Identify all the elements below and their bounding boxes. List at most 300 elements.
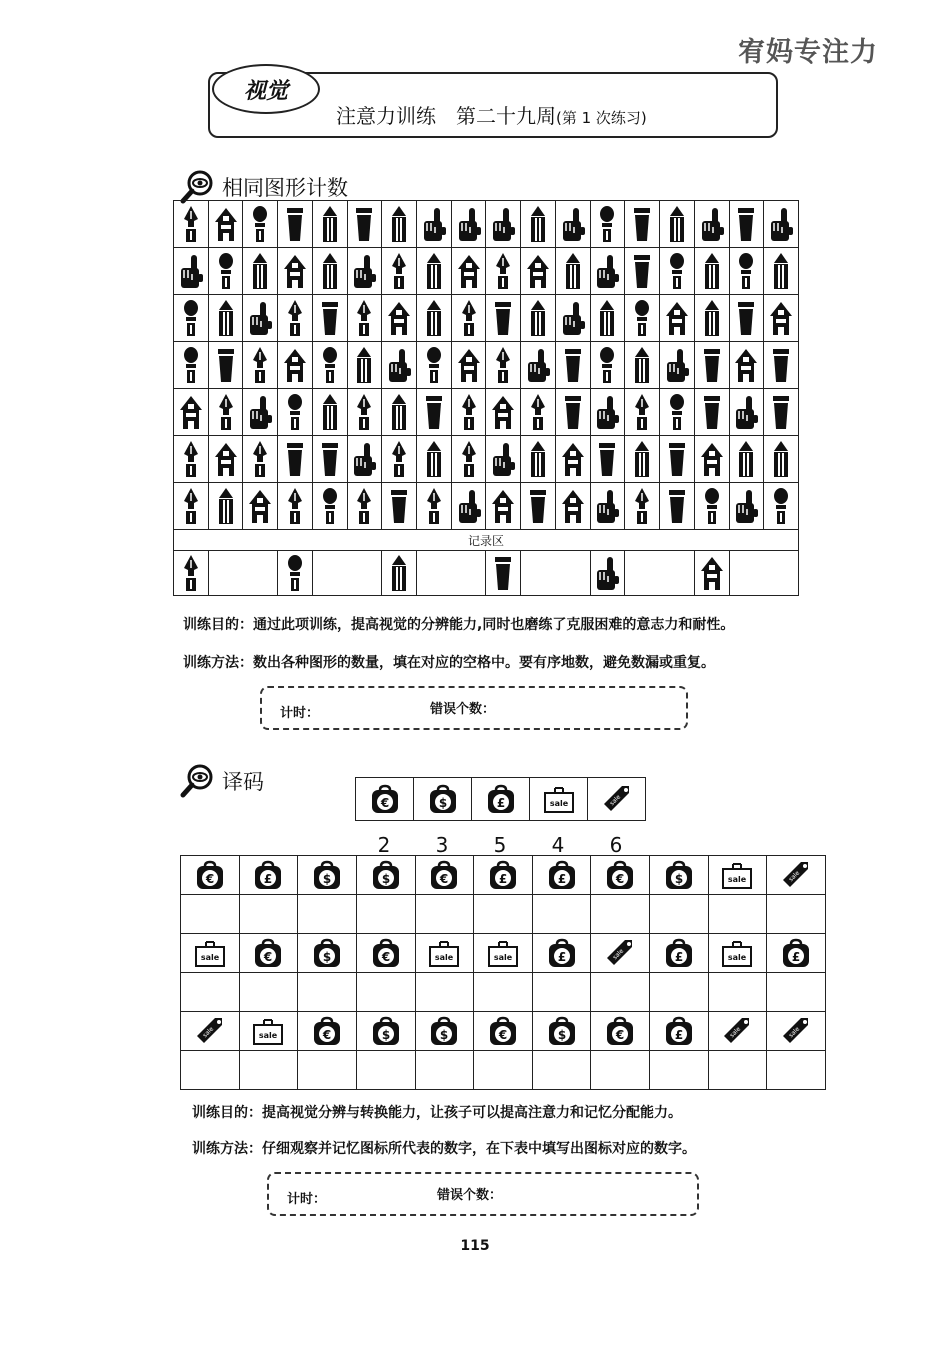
brush-icon (594, 205, 620, 243)
svg-text:£: £ (557, 950, 566, 964)
decode-answer-cell[interactable] (708, 895, 767, 934)
grid-cell (174, 436, 209, 483)
cup-icon (699, 346, 725, 384)
pencil-icon (421, 252, 447, 290)
house-icon (178, 393, 204, 431)
grid-cell (174, 295, 209, 342)
house-icon (213, 440, 239, 478)
pencil-icon (386, 205, 412, 243)
section2-title: 译码 (222, 770, 264, 794)
svg-text:$: $ (557, 1028, 566, 1042)
decode-symbol-cell (415, 1012, 474, 1051)
key-number: 4 (551, 833, 565, 857)
cup-icon (629, 252, 655, 290)
svg-text:€: € (616, 872, 625, 886)
decode-answer-cell[interactable] (767, 973, 826, 1012)
decode-answer-cell[interactable] (181, 1051, 240, 1090)
grid-cell (347, 248, 382, 295)
svg-text:sale: sale (787, 1025, 802, 1040)
decode-answer-cell[interactable] (298, 895, 357, 934)
grid-cell (555, 389, 590, 436)
record-row (174, 551, 799, 596)
grid-cell (417, 201, 452, 248)
decode-symbol-row (181, 1012, 826, 1051)
pencil-icon (699, 299, 725, 337)
decode-symbol-cell (181, 1012, 240, 1051)
svg-text:£: £ (496, 796, 505, 810)
shape-count-grid (173, 200, 799, 596)
pound-bag-icon (486, 860, 520, 890)
grid-cell (660, 248, 695, 295)
record-answer-cell[interactable] (625, 551, 694, 596)
hand-icon (386, 346, 412, 384)
decode-answer-cell[interactable] (415, 973, 474, 1012)
decode-answer-cell[interactable] (474, 895, 533, 934)
decode-symbol-cell (650, 1012, 709, 1051)
pencil-icon (525, 299, 551, 337)
grid-cell (694, 483, 729, 530)
house-icon (386, 299, 412, 337)
grid-cell (347, 483, 382, 530)
hand-icon (560, 299, 586, 337)
grid-cell (417, 483, 452, 530)
svg-text:sale: sale (259, 1031, 278, 1040)
decode-symbol-cell (708, 1012, 767, 1051)
decode-answer-cell[interactable] (181, 895, 240, 934)
decode-symbol-cell (532, 856, 591, 895)
euro-bag-icon (603, 860, 637, 890)
key-number: 2 (377, 833, 391, 857)
decode-answer-cell[interactable] (239, 973, 298, 1012)
section2-timer-label: 计时： (287, 1192, 327, 1207)
sale-tag-icon (779, 1016, 813, 1046)
decode-symbol-cell (708, 856, 767, 895)
grid-cell (278, 295, 313, 342)
svg-text:sale: sale (611, 947, 626, 962)
svg-text:€: € (205, 872, 214, 886)
grid-cell (312, 389, 347, 436)
svg-text:$: $ (438, 796, 447, 810)
grid-cell (729, 201, 764, 248)
house-icon (525, 252, 551, 290)
decode-answer-cell[interactable] (239, 895, 298, 934)
dollar-bag-icon (369, 860, 403, 890)
hand-icon (247, 393, 273, 431)
house-icon (456, 346, 482, 384)
grid-cell (278, 436, 313, 483)
svg-text:€: € (440, 872, 449, 886)
grid-cell (208, 201, 243, 248)
decode-answer-cell[interactable] (356, 973, 415, 1012)
hand-icon (490, 440, 516, 478)
grid-cell (694, 342, 729, 389)
house-icon (490, 393, 516, 431)
header-title-main: 注意力训练 第二十九周 (336, 104, 556, 128)
grid-cell (486, 342, 521, 389)
euro-bag-icon (193, 860, 227, 890)
grid-cell (521, 295, 556, 342)
pen-icon (456, 440, 482, 478)
pencil-icon (421, 440, 447, 478)
dollar-bag-icon (427, 1016, 461, 1046)
grid-cell (451, 436, 486, 483)
cup-icon (699, 393, 725, 431)
decode-symbol-cell (181, 856, 240, 895)
grid-cell (555, 248, 590, 295)
grid-cell (208, 389, 243, 436)
decode-symbol-cell (532, 934, 591, 973)
grid-cell (555, 483, 590, 530)
brush-icon (213, 252, 239, 290)
grid-cell (590, 483, 625, 530)
record-answer-cell[interactable] (312, 551, 381, 596)
grid-cell (417, 389, 452, 436)
pound-bag-icon (251, 860, 285, 890)
decode-symbol-cell (591, 1012, 650, 1051)
section2-timer-box (267, 1172, 699, 1216)
cup-icon (213, 346, 239, 384)
decode-answer-cell[interactable] (474, 1051, 533, 1090)
grid-cell (764, 436, 799, 483)
grid-row (174, 389, 799, 436)
decode-symbol-cell (415, 856, 474, 895)
decode-symbol-cell (650, 934, 709, 973)
svg-text:sale: sale (729, 1025, 743, 1040)
grid-cell (764, 201, 799, 248)
pen-icon (282, 487, 308, 525)
hand-icon (733, 487, 759, 525)
pencil-icon (317, 252, 343, 290)
grid-cell (590, 389, 625, 436)
pencil-icon (664, 205, 690, 243)
cup-icon (664, 487, 690, 525)
euro-bag-icon (369, 938, 403, 968)
svg-text:£: £ (498, 872, 508, 886)
decode-answer-cell[interactable] (650, 895, 709, 934)
house-icon (699, 554, 725, 592)
hand-icon (594, 252, 620, 290)
header-subtitle: (第 1 次练习) (556, 109, 647, 127)
decode-answer-cell[interactable] (708, 973, 767, 1012)
pen-icon (213, 393, 239, 431)
grid-cell (243, 248, 278, 295)
cup-icon (629, 205, 655, 243)
brush-icon (178, 299, 204, 337)
key-cell (588, 778, 646, 821)
record-answer-cell[interactable] (729, 551, 799, 596)
brush-icon (317, 346, 343, 384)
brush-icon (629, 299, 655, 337)
section1-heading (180, 170, 348, 204)
grid-cell (660, 389, 695, 436)
grid-cell (764, 342, 799, 389)
grid-cell (486, 483, 521, 530)
grid-cell (174, 483, 209, 530)
svg-text:$: $ (322, 872, 332, 886)
pen-icon (525, 393, 551, 431)
grid-cell (243, 436, 278, 483)
pencil-icon (213, 299, 239, 337)
record-answer-cell[interactable] (521, 551, 590, 596)
cup-icon (664, 440, 690, 478)
grid-cell (312, 342, 347, 389)
section1-timer-box (260, 686, 688, 730)
decode-answer-cell[interactable] (298, 1051, 357, 1090)
grid-cell (174, 342, 209, 389)
dollar-bag-icon (662, 860, 696, 890)
cup-icon (421, 393, 447, 431)
grid-cell (486, 248, 521, 295)
pen-icon (178, 440, 204, 478)
svg-text:£: £ (791, 950, 801, 964)
grid-cell (208, 295, 243, 342)
pencil-icon (733, 440, 759, 478)
grid-cell (694, 295, 729, 342)
pen-icon (456, 393, 482, 431)
grid-cell (278, 248, 313, 295)
pen-icon (351, 487, 377, 525)
grid-row (174, 436, 799, 483)
decode-answer-cell[interactable] (532, 895, 591, 934)
svg-text:£: £ (557, 872, 566, 886)
pen-icon (386, 440, 412, 478)
grid-cell (382, 248, 417, 295)
svg-text:€: € (322, 1028, 332, 1042)
dollar-bag-icon (545, 1016, 579, 1046)
house-icon (768, 299, 794, 337)
grid-cell (312, 201, 347, 248)
sale-sign-icon (193, 938, 227, 968)
grid-cell (521, 248, 556, 295)
svg-text:€: € (380, 796, 389, 810)
brush-icon (421, 346, 447, 384)
decode-answer-cell[interactable] (708, 1051, 767, 1090)
record-icon-cell (278, 551, 313, 596)
hand-icon (490, 205, 516, 243)
brush-icon (664, 393, 690, 431)
pen-icon (351, 393, 377, 431)
euro-bag-icon (310, 1016, 344, 1046)
decode-symbol-cell (474, 934, 533, 973)
section2-errors-label: 错误个数： (437, 1188, 503, 1203)
grid-cell (174, 389, 209, 436)
sale-tag-icon (193, 1016, 227, 1046)
grid-cell (625, 436, 660, 483)
decode-answer-cell[interactable] (532, 1051, 591, 1090)
grid-cell (278, 483, 313, 530)
grid-cell (521, 483, 556, 530)
decode-symbol-cell (298, 934, 357, 973)
grid-cell (347, 201, 382, 248)
house-icon (282, 252, 308, 290)
decode-symbol-cell (239, 1012, 298, 1051)
grid-cell (451, 248, 486, 295)
grid-cell (208, 483, 243, 530)
hand-icon (768, 205, 794, 243)
grid-cell (174, 201, 209, 248)
hand-icon (456, 205, 482, 243)
decode-symbol-cell (239, 934, 298, 973)
euro-bag-icon (251, 938, 285, 968)
pencil-icon (525, 205, 551, 243)
svg-text:£: £ (674, 1028, 683, 1042)
grid-cell (521, 436, 556, 483)
grid-cell (625, 201, 660, 248)
key-number: 3 (435, 833, 449, 857)
grid-cell (382, 436, 417, 483)
record-icon-cell (382, 551, 417, 596)
brush-icon (247, 205, 273, 243)
svg-text:$: $ (322, 950, 332, 964)
brush-icon (282, 393, 308, 431)
decode-answer-row (181, 1051, 826, 1090)
hand-icon (594, 554, 620, 592)
key-cell (356, 778, 414, 821)
decode-answer-cell[interactable] (415, 1051, 474, 1090)
grid-cell (312, 295, 347, 342)
grid-cell (660, 436, 695, 483)
grid-cell (625, 483, 660, 530)
pen-icon (490, 346, 516, 384)
house-icon (664, 299, 690, 337)
decode-symbol-cell (650, 856, 709, 895)
grid-cell (660, 295, 695, 342)
grid-cell (208, 248, 243, 295)
decode-symbol-cell (239, 856, 298, 895)
decode-answer-cell[interactable] (181, 973, 240, 1012)
svg-text:sale: sale (728, 875, 747, 884)
record-answer-cell[interactable] (417, 551, 486, 596)
decode-answer-cell[interactable] (591, 1051, 650, 1090)
pencil-icon (247, 252, 273, 290)
grid-cell (764, 248, 799, 295)
decode-symbol-cell (474, 1012, 533, 1051)
cup-icon (594, 440, 620, 478)
grid-cell (243, 201, 278, 248)
section2-purpose: 训练目的：提高视觉分辨与转换能力，让孩子可以提高注意力和记忆分配能力。 (192, 1105, 682, 1121)
decode-symbol-cell (298, 856, 357, 895)
svg-text:£: £ (674, 950, 683, 964)
cup-icon (525, 487, 551, 525)
pen-icon (178, 554, 204, 592)
pound-bag-icon (662, 938, 696, 968)
pencil-icon (317, 205, 343, 243)
decode-answer-cell[interactable] (298, 973, 357, 1012)
decode-answer-cell[interactable] (591, 973, 650, 1012)
pound-bag-icon (484, 784, 518, 814)
svg-text:€: € (381, 950, 390, 964)
grid-cell (347, 436, 382, 483)
hand-icon (664, 346, 690, 384)
section1-method: 训练方法：数出各种图形的数量，填在对应的空格中。要有序地数，避免数漏或重复。 (183, 655, 715, 671)
pencil-icon (386, 393, 412, 431)
grid-cell (660, 201, 695, 248)
pen-icon (178, 487, 204, 525)
decode-symbol-cell (181, 934, 240, 973)
decode-answer-cell[interactable] (767, 895, 826, 934)
decode-grid (180, 855, 826, 1090)
section1-timer-label: 计时： (280, 706, 320, 721)
key-number: 6 (609, 833, 623, 857)
hand-icon (247, 299, 273, 337)
pen-icon (456, 299, 482, 337)
grid-cell (208, 342, 243, 389)
decode-answer-cell[interactable] (239, 1051, 298, 1090)
house-icon (699, 440, 725, 478)
cup-icon (560, 393, 586, 431)
decode-answer-cell[interactable] (650, 1051, 709, 1090)
pencil-icon (213, 487, 239, 525)
pencil-icon (560, 252, 586, 290)
grid-row (174, 483, 799, 530)
grid-cell (312, 483, 347, 530)
decode-key-numbers (355, 833, 645, 857)
grid-cell (521, 389, 556, 436)
cup-icon (733, 205, 759, 243)
pen-icon (629, 393, 655, 431)
record-area-label: 记录区 (174, 530, 799, 551)
key-cell (472, 778, 530, 821)
hand-icon (351, 252, 377, 290)
pencil-icon (421, 299, 447, 337)
decode-symbol-cell (591, 934, 650, 973)
house-icon (490, 487, 516, 525)
pencil-icon (768, 440, 794, 478)
header-title (336, 100, 647, 129)
grid-cell (764, 295, 799, 342)
decode-answer-cell[interactable] (650, 973, 709, 1012)
sale-tag-icon (720, 1016, 754, 1046)
pen-icon (247, 440, 273, 478)
decode-answer-cell[interactable] (532, 973, 591, 1012)
grid-cell (729, 342, 764, 389)
decode-answer-cell[interactable] (415, 895, 474, 934)
euro-bag-icon (603, 1016, 637, 1046)
grid-cell (382, 295, 417, 342)
grid-cell (729, 295, 764, 342)
grid-cell (694, 248, 729, 295)
dollar-bag-icon (426, 784, 460, 814)
hand-icon (594, 393, 620, 431)
decode-answer-cell[interactable] (356, 1051, 415, 1090)
decode-answer-cell[interactable] (591, 895, 650, 934)
grid-cell (243, 342, 278, 389)
house-icon (456, 252, 482, 290)
decode-answer-cell[interactable] (767, 1051, 826, 1090)
brush-icon (594, 346, 620, 384)
record-answer-cell[interactable] (208, 551, 277, 596)
hand-icon (351, 440, 377, 478)
pencil-icon (594, 299, 620, 337)
euro-bag-icon (368, 784, 402, 814)
svg-text:sale: sale (787, 869, 802, 884)
decode-answer-cell[interactable] (474, 973, 533, 1012)
brush-icon (317, 487, 343, 525)
grid-cell (729, 483, 764, 530)
grid-cell (243, 389, 278, 436)
decode-answer-cell[interactable] (356, 895, 415, 934)
cup-icon (733, 299, 759, 337)
pencil-icon (317, 393, 343, 431)
grid-cell (451, 201, 486, 248)
grid-cell (486, 295, 521, 342)
hand-icon (699, 205, 725, 243)
grid-cell (382, 483, 417, 530)
pencil-icon (525, 440, 551, 478)
grid-cell (555, 342, 590, 389)
brush-icon (178, 346, 204, 384)
grid-cell (590, 248, 625, 295)
